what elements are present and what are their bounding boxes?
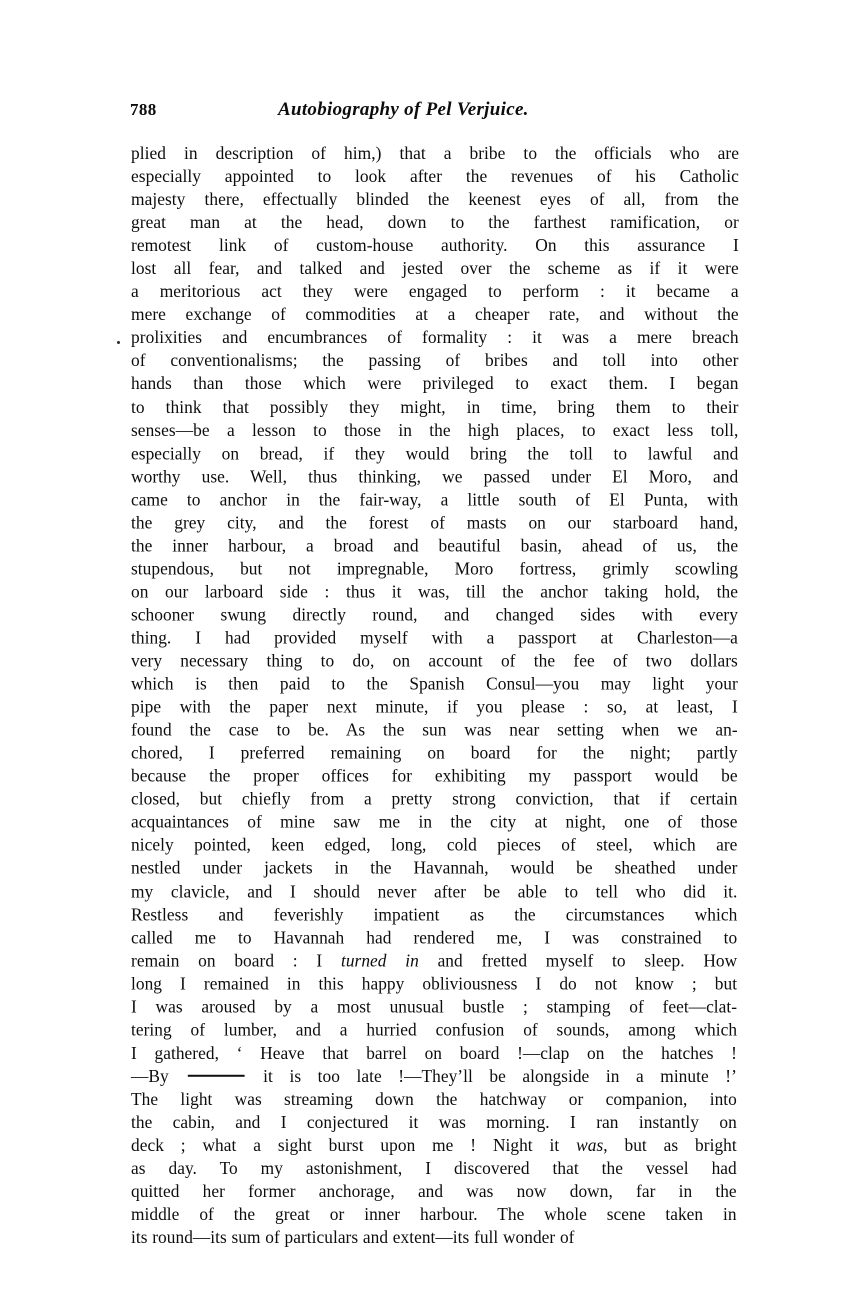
- text-line-content: its round—its sum of particulars and extent—its full wonder of: [131, 1227, 575, 1248]
- text-line-content: long I remained in this happy obliviousness I do not know ; but: [131, 973, 738, 994]
- text-line: [131, 465, 739, 488]
- text-line-content: hands than those which were privileged to exact them. I began: [131, 373, 739, 394]
- text-line: [131, 926, 739, 949]
- scan-speck: [117, 341, 120, 344]
- text-line-content: quitted her former anchorage, and was now down, far in the: [131, 1180, 737, 1201]
- text-line: [131, 695, 739, 718]
- text-line: [131, 1018, 739, 1041]
- text-line: [131, 534, 739, 557]
- text-line-content: acquaintances of mine saw me in the city at night, one of those: [131, 811, 738, 832]
- text-line: [131, 949, 739, 972]
- text-line-content: which is then paid to the Spanish Consul—you may light your: [131, 673, 738, 694]
- text-line-content: remotest link of custom-house authority. On this assurance I: [131, 235, 739, 256]
- text-line: [131, 995, 739, 1018]
- text-line: [131, 718, 739, 741]
- text-line: [131, 165, 739, 188]
- text-line: [131, 856, 739, 879]
- text-line-content: middle of the great or inner harbour. The whole scene taken in: [131, 1204, 737, 1225]
- text-line-content: called me to Havannah had rendered me, I was constrained to: [131, 927, 738, 948]
- text-line: [131, 580, 739, 603]
- text-line-content: plied in description of him,) that a bribe to the officials who are: [131, 143, 739, 163]
- text-line-content: The light was streaming down the hatchway or companion, into: [131, 1088, 737, 1109]
- text-line-content: schooner swung directly round, and changed sides with every: [131, 604, 738, 625]
- emphasis-turned-in: turned in: [340, 950, 419, 971]
- text-line-content: of conventionalisms; the passing of bribes and toll into other: [131, 350, 739, 371]
- text-line-content: thing. I had provided myself with a passport at Charleston—a: [131, 627, 738, 648]
- text-line: [131, 303, 739, 326]
- text-line: [131, 1110, 739, 1133]
- text-line-content: remain on board : I turned in and fretted myself to sleep. How: [131, 950, 738, 971]
- text-line-content: very necessary thing to do, on account of the fee of two dollars: [131, 650, 738, 671]
- text-line-content: great man at the head, down to the farthest ramification, or: [131, 212, 739, 233]
- text-line-content: lost all fear, and talked and jested over the scheme as if it were: [131, 258, 739, 279]
- text-line-content: to think that possibly they might, in time, bring them to their: [131, 396, 739, 417]
- text-line-content: the grey city, and the forest of masts on our starboard hand,: [131, 512, 739, 533]
- text-line-content: the inner harbour, a broad and beautiful basin, ahead of us, the: [131, 535, 739, 556]
- text-line-content: found the case to be. As the sun was near setting when we an-: [131, 719, 738, 740]
- text-line: [131, 1041, 739, 1064]
- body-text-block: [131, 142, 739, 1248]
- text-line-content: my clavicle, and I should never after be able to tell who did it.: [131, 881, 738, 902]
- text-line-content: closed, but chiefly from a pretty strong conviction, that if certain: [131, 788, 738, 809]
- text-line-content: I was aroused by a most unusual bustle ; stamping of feet—clat-: [131, 996, 738, 1017]
- text-line-content: chored, I preferred remaining on board for the night; partly: [131, 742, 738, 763]
- text-line: [131, 442, 739, 465]
- text-line: [131, 372, 739, 395]
- text-line-content: on our larboard side : thus it was, till the anchor taking hold, the: [131, 581, 739, 602]
- text-line-content: tering of lumber, and a hurried confusion of sounds, among which: [131, 1019, 738, 1040]
- text-line-content: especially appointed to look after the revenues of his Catholic: [131, 166, 739, 187]
- text-line: [131, 972, 739, 995]
- text-line: [131, 903, 739, 926]
- text-line: [131, 833, 739, 856]
- text-line: [131, 1179, 739, 1202]
- text-line: [131, 349, 739, 372]
- text-line: [131, 649, 739, 672]
- text-line: [131, 1064, 739, 1087]
- text-line: [131, 741, 739, 764]
- text-line-content: majesty there, effectually blinded the keenest eyes of all, from the: [131, 189, 739, 210]
- text-line-content: deck ; what a sight burst upon me ! Night it was, but as bright: [131, 1134, 737, 1155]
- text-line-content: nicely pointed, keen edged, long, cold pieces of steel, which are: [131, 834, 738, 855]
- text-line-content: I gathered, ‘ Heave that barrel on board !—clap on the hatches !: [131, 1042, 737, 1063]
- running-head: [130, 100, 730, 128]
- text-line-content: senses—be a lesson to those in the high places, to exact less toll,: [131, 419, 739, 440]
- text-line-content: came to anchor in the fair-way, a little south of El Punta, with: [131, 488, 739, 509]
- text-line: [131, 787, 739, 810]
- text-line: [131, 810, 739, 833]
- text-line-content: nestled under jackets in the Havannah, would be sheathed under: [131, 858, 738, 879]
- text-line: [131, 419, 739, 442]
- text-line-content: a meritorious act they were engaged to perform : it became a: [131, 281, 739, 302]
- text-line: [131, 488, 739, 511]
- text-line: [131, 1156, 739, 1179]
- text-line: [131, 142, 739, 165]
- text-line: [131, 603, 739, 626]
- text-line: [131, 234, 739, 257]
- text-line-content: mere exchange of commodities at a cheaper rate, and without the: [131, 304, 739, 325]
- text-line-content: worthy use. Well, thus thinking, we passed under El Moro, and: [131, 465, 739, 486]
- text-line: [131, 880, 739, 903]
- text-line-content: the cabin, and I conjectured it was morning. I ran instantly on: [131, 1111, 737, 1132]
- page-folio-number: 788: [130, 100, 157, 119]
- text-line: [131, 672, 739, 695]
- text-line: [131, 257, 739, 280]
- text-line-content: as day. To my astonishment, I discovered that the vessel had: [131, 1157, 737, 1178]
- text-line: [131, 188, 739, 211]
- text-line: [131, 1225, 739, 1248]
- text-line: [131, 557, 739, 580]
- text-line: [131, 326, 739, 349]
- text-line-content: pipe with the paper next minute, if you please : so, at least, I: [131, 696, 738, 717]
- text-line: [131, 211, 739, 234]
- text-line-content: —By it is too late !—They’ll be alongside in a minute !’: [131, 1065, 737, 1086]
- text-line: [131, 626, 739, 649]
- text-line-content: prolixities and encumbrances of formality : it was a mere breach: [131, 327, 739, 348]
- text-line: [131, 396, 739, 419]
- censored-oath-rule: [187, 1075, 244, 1077]
- text-line: [131, 1133, 739, 1156]
- text-line: [131, 511, 739, 534]
- text-line-content: especially on bread, if they would bring the toll to lawful and: [131, 442, 739, 463]
- text-line: [131, 280, 739, 303]
- text-line: [131, 764, 739, 787]
- text-line: [131, 1202, 739, 1225]
- text-line-content: Restless and feverishly impatient as the circumstances which: [131, 904, 738, 925]
- text-line-content: stupendous, but not impregnable, Moro fortress, grimly scowling: [131, 558, 739, 579]
- emphasis-was: was: [576, 1134, 604, 1155]
- text-line-content: because the proper offices for exhibiting my passport would be: [131, 765, 738, 786]
- running-title: Autobiography of Pel Verjuice.: [278, 99, 529, 120]
- text-line: [131, 1087, 739, 1110]
